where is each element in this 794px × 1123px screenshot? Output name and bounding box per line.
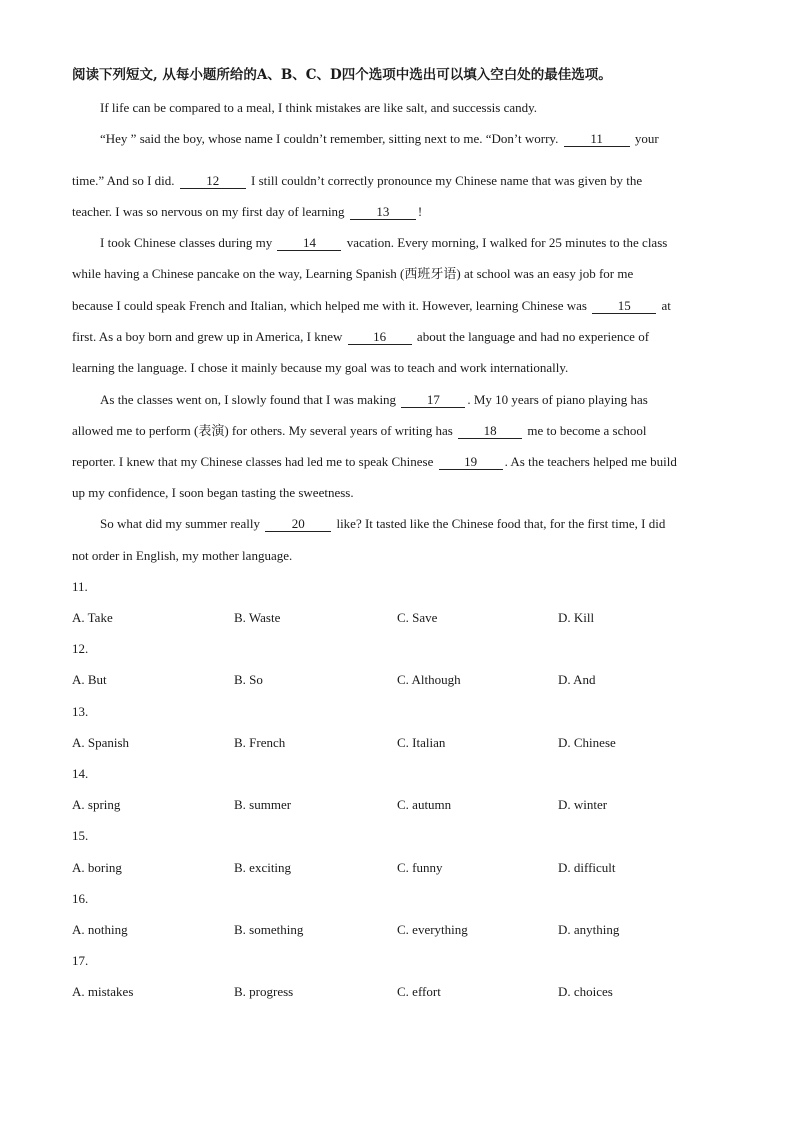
option-c: C. effort — [397, 984, 441, 999]
blank-18: 18 — [458, 423, 522, 439]
option-a: A. But — [72, 672, 107, 687]
passage-text: “Hey ” said the boy, whose name I couldn’t remember, sitting next to me. “Don’t worry. — [100, 131, 559, 146]
question-number: 15. — [72, 828, 89, 843]
passage-text: allowed me to perform (表演) for others. My several years of writing has — [72, 423, 453, 438]
passage-text: like? It tasted like the Chinese food that, for the first time, I did — [336, 516, 666, 531]
option-d: D. Kill — [558, 610, 595, 625]
option-c: C. Although — [397, 672, 461, 687]
passage-line — [72, 358, 568, 378]
option-c: C. everything — [397, 922, 468, 937]
passage-line — [72, 202, 422, 222]
blank-17: 17 — [401, 392, 465, 408]
blank-14: 14 — [277, 235, 341, 251]
passage-text: vacation. Every morning, I walked for 25 minutes to the class — [346, 235, 668, 250]
option-c: C. autumn — [397, 797, 452, 812]
blank-13: 13 — [350, 204, 416, 220]
passage-line — [72, 452, 677, 472]
passage-text: I took Chinese classes during my — [100, 235, 273, 250]
option-c: C. Italian — [397, 735, 446, 750]
passage-text: time.” And so I did. — [72, 173, 175, 188]
passage-text: So what did my summer really — [100, 516, 260, 531]
passage-line — [72, 327, 649, 347]
option-a: A. Take — [72, 610, 113, 625]
option-d: D. anything — [558, 922, 620, 937]
option-b: B. Waste — [234, 610, 281, 625]
blank-19: 19 — [439, 454, 503, 470]
passage-line — [100, 390, 648, 410]
option-c: C. Save — [397, 610, 438, 625]
passage-line — [72, 421, 647, 441]
option-a: A. nothing — [72, 922, 128, 937]
passage-text: your — [634, 131, 659, 146]
question-number: 17. — [72, 953, 89, 968]
passage-line — [100, 129, 659, 149]
option-b: B. exciting — [234, 860, 292, 875]
blank-16: 16 — [348, 329, 412, 345]
passage-line — [72, 296, 671, 316]
passage-line — [100, 233, 667, 253]
option-d: D. choices — [558, 984, 613, 999]
passage-line — [72, 483, 354, 503]
blank-20: 20 — [265, 516, 331, 532]
passage-text: ! — [417, 204, 423, 219]
passage-text: first. As a boy born and grew up in America, I knew — [72, 329, 343, 344]
passage-text: at — [661, 298, 671, 313]
question-number: 16. — [72, 891, 89, 906]
blank-12: 12 — [180, 173, 246, 189]
passage-text: If life can be compared to a meal, I think mistakes are like salt, and successis candy. — [100, 100, 538, 115]
option-a: A. boring — [72, 860, 122, 875]
passage-text: up my confidence, I soon began tasting the sweetness. — [72, 485, 354, 500]
blank-11: 11 — [564, 131, 630, 147]
passage-line — [72, 264, 633, 284]
passage-text: about the language and had no experience of — [416, 329, 650, 344]
option-c: C. funny — [397, 860, 443, 875]
option-b: B. progress — [234, 984, 294, 999]
passage-text: not order in English, my mother language. — [72, 548, 293, 563]
question-number: 12. — [72, 641, 89, 656]
option-d: D. Chinese — [558, 735, 616, 750]
passage-text: I still couldn’t correctly pronounce my Chinese name that was given by the — [251, 173, 643, 188]
passage-text: . My 10 years of piano playing has — [467, 392, 648, 407]
passage-text: teacher. I was so nervous on my first day of learning — [72, 204, 345, 219]
passage-line — [100, 98, 537, 118]
question-number: 13. — [72, 704, 89, 719]
option-b: B. French — [234, 735, 286, 750]
option-a: A. mistakes — [72, 984, 134, 999]
passage-text: learning the language. I chose it mainly because my goal was to teach and work internationally. — [72, 360, 569, 375]
instruction-heading: 阅读下列短文, 从每小题所给的A、B、C、D四个选项中选出可以填入空白处的最佳选项。 — [72, 67, 612, 83]
passage-text: . As the teachers helped me build — [504, 454, 677, 469]
option-b: B. So — [234, 672, 263, 687]
option-d: D. And — [558, 672, 596, 687]
option-a: A. Spanish — [72, 735, 130, 750]
passage-text: while having a Chinese pancake on the way, Learning Spanish (西班牙语) at school was an easy job for me — [72, 266, 634, 281]
option-b: B. summer — [234, 797, 292, 812]
blank-15: 15 — [592, 298, 656, 314]
passage-line — [72, 171, 642, 191]
passage-line — [100, 514, 665, 534]
passage-text: me to become a school — [527, 423, 647, 438]
option-d: D. difficult — [558, 860, 616, 875]
passage-text: As the classes went on, I slowly found that I was making — [100, 392, 397, 407]
option-a: A. spring — [72, 797, 121, 812]
question-number: 11. — [72, 579, 88, 594]
passage-line — [72, 546, 292, 566]
option-b: B. something — [234, 922, 304, 937]
option-d: D. winter — [558, 797, 608, 812]
question-number: 14. — [72, 766, 89, 781]
passage-text: because I could speak French and Italian, which helped me with it. However, learning Chinese was — [72, 298, 587, 313]
passage-text: reporter. I knew that my Chinese classes had led me to speak Chinese — [72, 454, 434, 469]
